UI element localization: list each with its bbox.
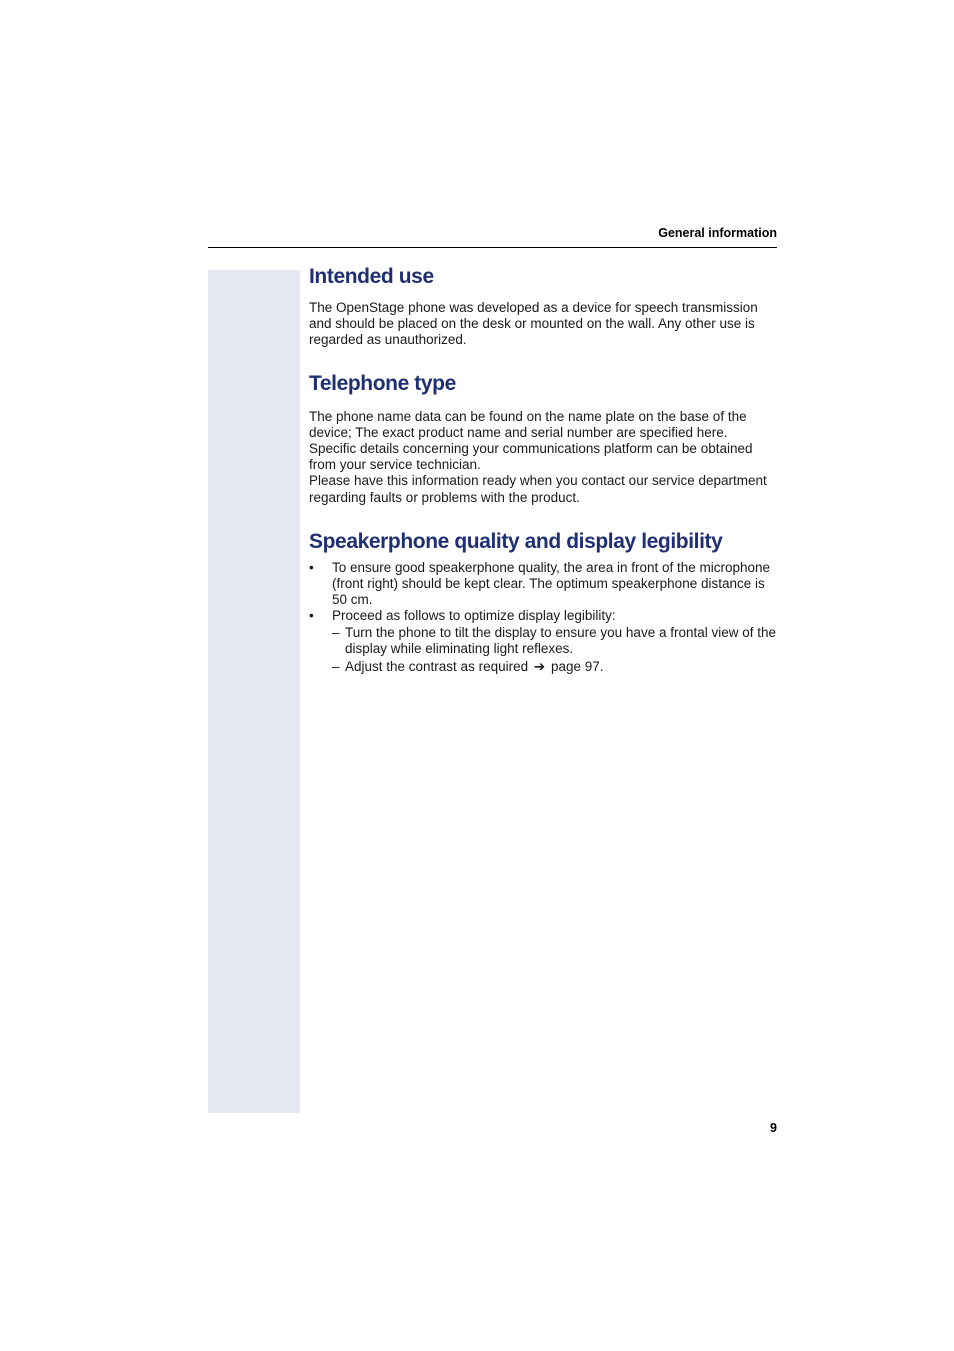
list-item xyxy=(309,608,777,675)
main-content xyxy=(309,262,777,675)
page-reference-link[interactable]: page 97. xyxy=(550,659,604,675)
dash-icon: – xyxy=(332,659,340,675)
running-header: General information xyxy=(658,226,777,240)
list-item-text: To ensure good speakerphone quality, the area in front of the microphone (front right) should be kept clear. The optimum speakerphone distance is 50 cm. xyxy=(332,559,771,608)
heading-telephone-type: Telephone type xyxy=(309,371,456,395)
dash-icon: – xyxy=(332,624,340,640)
arrow-right-icon: ➔ xyxy=(533,659,546,675)
sub-list-item xyxy=(332,659,777,675)
sub-list xyxy=(332,625,777,676)
sub-list-item-text: Adjust the contrast as required xyxy=(345,659,529,675)
list-item-text: Proceed as follows to optimize display legibility: xyxy=(332,608,616,624)
heading-intended-use: Intended use xyxy=(309,265,434,288)
intended-use-text: The OpenStage phone was developed as a device for speech transmission and should be placed on the desk or mounted on the wall. Any other use is regarded as unauthorized. xyxy=(309,300,758,348)
telephone-type-text-1: The phone name data can be found on the name plate on the base of the device; The exact product name and serial number are specified here. Specific details concerning your communications platform can be obtained from your service technician. xyxy=(309,408,753,473)
bullet-icon: • xyxy=(309,559,314,575)
telephone-type-text-2: Please have this information ready when you contact our service department regarding faults or problems with the product. xyxy=(309,473,767,505)
heading-speakerphone: Speakerphone quality and display legibility xyxy=(309,529,723,553)
side-band xyxy=(208,270,300,1113)
list-item xyxy=(309,560,777,609)
page-number: 9 xyxy=(770,1121,777,1135)
sub-list-item-text: Turn the phone to tilt the display to ensure you have a frontal view of the display while eliminating light reflexes. xyxy=(345,624,777,656)
header-rule xyxy=(208,247,777,248)
bullet-icon: • xyxy=(309,608,314,624)
speakerphone-list xyxy=(309,560,777,675)
sub-list-item xyxy=(332,625,777,657)
